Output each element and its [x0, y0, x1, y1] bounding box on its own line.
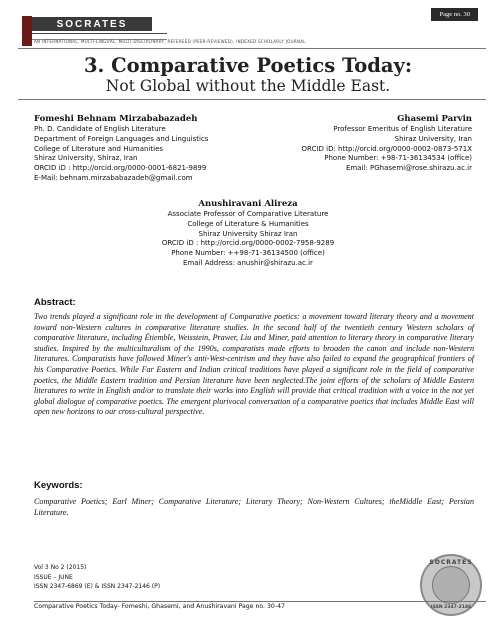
- author-name: Fomeshi Behnam Mirzababazadeh: [34, 114, 198, 124]
- paper-title: 3. Comparative Poetics Today:: [83, 54, 413, 77]
- title-divider: [18, 99, 486, 100]
- seal-issn: ISSN 2347-2146: [430, 605, 472, 610]
- author-line: Associate Professor of Comparative Literature: [167, 210, 329, 218]
- logo-title: SOCRATES: [32, 17, 152, 31]
- author-name: Ghasemi Parvin: [397, 114, 472, 124]
- journal-seal-icon: [420, 554, 482, 616]
- author-line: Department of Foreign Languages and Linguistics: [34, 134, 209, 143]
- volume-line: Vol 3 No 2 (2015): [34, 564, 87, 571]
- author-line: Shiraz University Shiraz Iran: [198, 229, 298, 238]
- issue-line: ISSUE – JUNE: [34, 573, 73, 581]
- seal-title: SOCRATES: [429, 559, 473, 566]
- issue-info: [34, 563, 160, 592]
- header-divider: [18, 48, 486, 49]
- author-email: Email Address: anushir@shirazu.ac.ir: [183, 258, 313, 267]
- author-orcid: ORCID iD: http://orcid.org/0000-0002-0873-571X: [301, 144, 472, 153]
- keywords-heading: Keywords:: [34, 480, 83, 491]
- footer-citation: Comparative Poetics Today- Fomeshi, Ghasemi, and Anushiravani Page no. 30-47: [34, 603, 285, 610]
- page-number-badge: Page no. 30: [431, 8, 478, 21]
- footer-divider: [34, 601, 486, 602]
- seal-center: [432, 566, 470, 604]
- author-phone: Phone Number: +98-71-36134534 (office): [324, 154, 472, 163]
- paper-subtitle: Not Global without the Middle East.: [105, 77, 391, 95]
- author-line: Professor Emeritus of English Literature: [333, 125, 472, 133]
- author-orcid: ORCID iD : http://orcid.org/0000-0002-7958-9289: [161, 239, 335, 248]
- author-line: College of Literature and Humanities: [34, 144, 164, 153]
- logo-emblem-icon: [22, 16, 32, 46]
- issn-line: ISSN 2347-6869 (E) & ISSN 2347-2146 (P): [34, 583, 161, 590]
- author-orcid: ORCID iD : http://orcid.org/0000-0001-6821-9899: [34, 164, 207, 173]
- keywords-text: Comparative Poetics; Earl Miner; Comparative Literature; Literary Theory; Non-Western Cultures; theMiddle East; Persian Literature.: [34, 497, 474, 517]
- logo-subtitle: AN INTERNATIONAL, MULTI-LINGUAL, MULTI-DISCIPLINARY, REFEREED (PEER-REVIEWED), INDEXED SCHOLARLY JOURNAL: [34, 39, 306, 44]
- abstract-text: Two trends played a significant role in the development of Comparative poetics: a movement toward literary theory and a movement toward non-Western cultures in comparative literature studies. In the second half of the twentieth century Western scholars of comparative literature, including Étiemble, Weisstein, Prawer, Liu and Miner, paid attention to literary theory in comparative literary studies. Inspired by the multiculturalism of the 1990s, comparatists made efforts to broaden the canon and include non-Western literatures. Comparatists have followed Miner's anti-West-centrism and they have also failed to expand the geographical frontiers of his Comparative Poetics. While Far Eastern and Indian critical traditions have played a significant role in the field of comparative poetics, the Middle Eastern tradition and Persian literature have been neglected.The joint efforts of the scholars of Middle Eastern literatures to write in English and/or to translate their works into English will provide that critical tradition with a voice in the not yet global dialogue of comparative poetics. The emergent plurivocal conversation of a comparative poetics that includes Middle East will open new horizons to our cross-cultural perspective.: [34, 312, 474, 417]
- author-email: Email: PGhasemi@rose.shirazu.ac.ir: [346, 164, 472, 173]
- journal-header: [8, 8, 488, 48]
- author-phone: Phone Number: ++98-71-36134500 (office): [171, 249, 325, 258]
- author-block-center: [0, 199, 496, 269]
- author-email: E-Mail: behnam.mirzababazadeh@gmail.com: [34, 173, 193, 182]
- journal-logo: [22, 16, 306, 46]
- author-line: College of Literature & Humanities: [187, 219, 309, 228]
- author-line: Ph. D. Candidate of English Literature: [34, 125, 166, 133]
- author-name: Anushiravani Alireza: [198, 199, 298, 209]
- author-line: Shiraz University, Shiraz, Iran: [34, 154, 138, 163]
- abstract-heading: Abstract:: [34, 297, 76, 308]
- author-line: Shiraz University, Iran: [394, 134, 472, 143]
- author-block-left: [34, 114, 208, 184]
- author-block-right: [302, 114, 472, 174]
